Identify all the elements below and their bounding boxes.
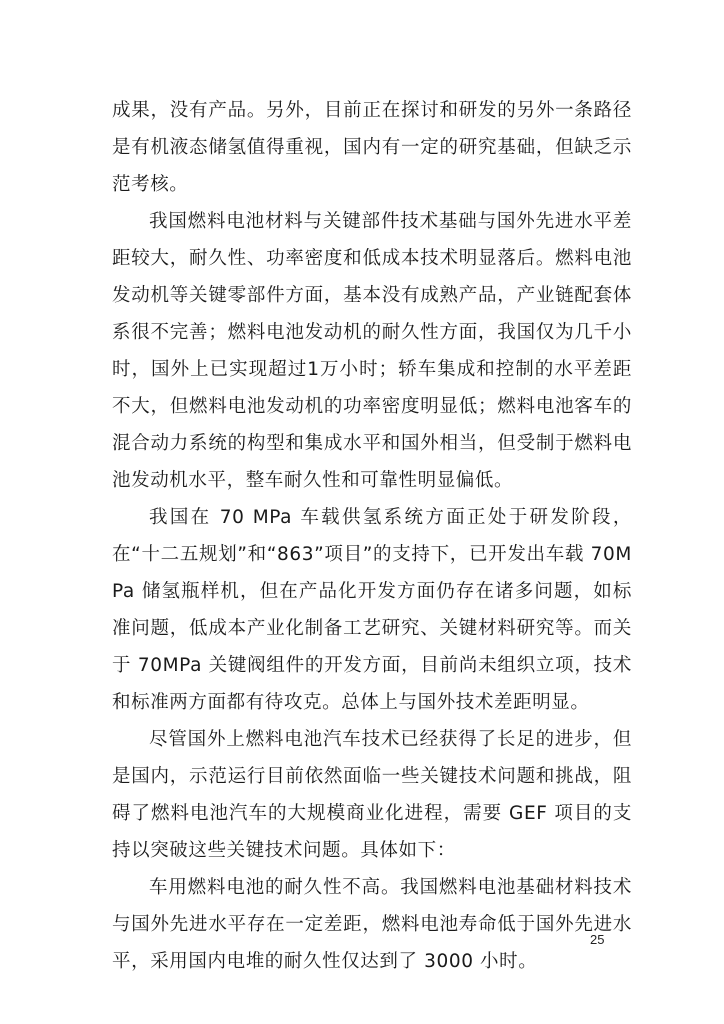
paragraph-2: 我国燃料电池材料与关键部件技术基础与国外先进水平差距较大，耐久性、功率密度和低成本技术明显落后。燃料电池发动机等关键零部件方面，基本没有成熟产品，产业链配套体系很不完善；燃料电池发动机的耐久性方面，我国仅为几千小时，国外上已实现超过1万小时；轿车集成和控制的水平差距不大，但燃料电池发动机的功率密度明显低；燃料电池客车的混合动力系统的构型和集成水平和国外相当，但受制于燃料电池发动机水平，整车耐久性和可靠性明显偏低。 [112, 211, 632, 491]
page-number: 25 [590, 932, 605, 947]
paragraph-5: 车用燃料电池的耐久性不高。我国燃料电池基础材料技术与国外先进水平存在一定差距，燃料电池寿命低于国外先进水平，采用国内电堆的耐久性仅达到了 3000 小时。 [112, 877, 632, 972]
paragraph-3: 我国在 70 MPa 车载供氢系统方面正处于研发阶段，在“十二五规划”和“863”项目”的支持下，已开发出车载 70MPa 储氢瓶样机，但在产品化开发方面仍存在诸多问题，如标准问题，低成本产业化制备工艺研究、关键材料研究等。而关于 70MPa 关键阀组件的开发方面，目前尚未组织立项，技术和标准两方面都有待攻克。总体上与国外技术差距明显。 [112, 507, 632, 713]
body-text [112, 92, 632, 980]
paragraph-1: 成果，没有产品。另外，目前正在探讨和研发的另外一条路径是有机液态储氢值得重视，国内有一定的研究基础，但缺乏示范考核。 [112, 100, 632, 195]
paragraph-4: 尽管国外上燃料电池汽车技术已经获得了长足的进步，但是国内，示范运行目前依然面临一些关键技术问题和挑战，阻碍了燃料电池汽车的大规模商业化进程，需要 GEF 项目的支持以突破这些关键技术问题。具体如下： [112, 729, 632, 861]
